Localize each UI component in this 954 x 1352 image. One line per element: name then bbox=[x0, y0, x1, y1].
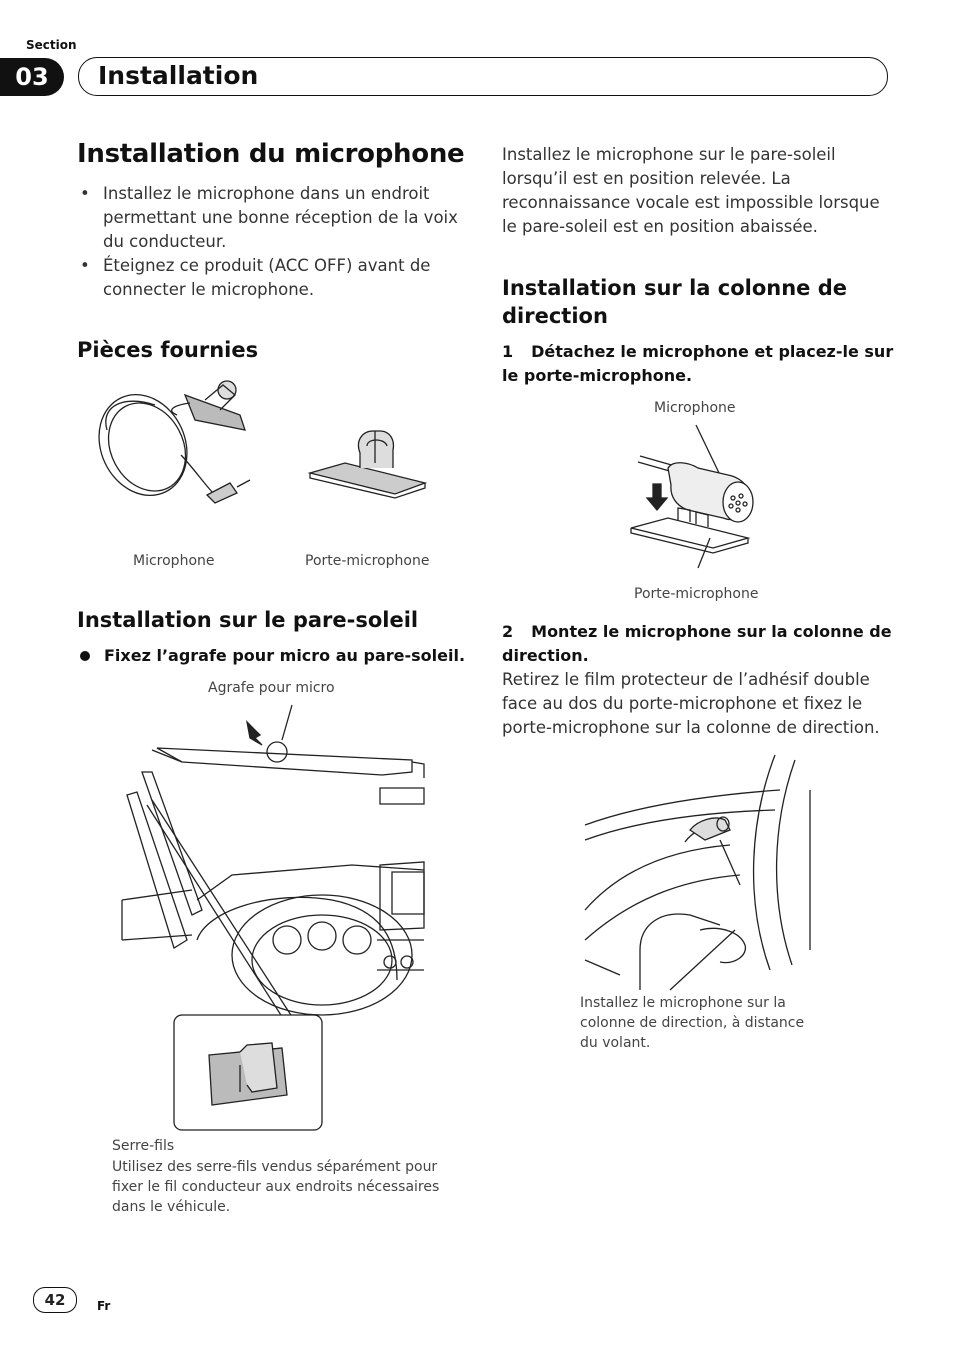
intro-bullet-2: • Éteignez ce produit (ACC OFF) avant de connecter le microphone. bbox=[77, 254, 467, 302]
cable-tie-inset bbox=[174, 1015, 322, 1130]
step-2-number: 2 bbox=[502, 622, 514, 641]
label-porte-microphone: Porte-microphone bbox=[634, 586, 759, 602]
page-title: Installation du microphone bbox=[77, 139, 465, 169]
heading-pare-soleil: Installation sur le pare-soleil bbox=[77, 608, 419, 632]
right-intro-paragraph: Installez le microphone sur le pare-soleil lorsqu’il est en position relevée. La reconnaissance vocale est impossible lorsque le pare-soleil est en position abaissée. bbox=[502, 145, 880, 236]
steering-column-illustration bbox=[580, 750, 812, 990]
intro-bullet-list bbox=[77, 182, 467, 302]
step-2-body: Retirez le film protecteur de l’adhésif double face au dos du porte-microphone et fixez le porte-microphone sur la colonne de direction. bbox=[502, 670, 880, 737]
serre-fils-text: Utilisez des serre-fils vendus séparément pour fixer le fil conducteur aux endroits nécessaires dans le véhicule. bbox=[112, 1159, 440, 1215]
heading-pieces-fournies: Pièces fournies bbox=[77, 338, 259, 362]
serre-fils-title: Serre-fils bbox=[112, 1138, 175, 1154]
caption-microphone: Microphone bbox=[133, 553, 215, 569]
language-code: Fr bbox=[97, 1299, 111, 1313]
colonne-step-2 bbox=[502, 620, 897, 668]
step-1-text: Détachez le microphone et placez-le sur le porte-microphone. bbox=[502, 342, 894, 385]
heading-colonne-direction: Installation sur la colonne de direction bbox=[502, 276, 847, 328]
caption-porte-microphone: Porte-microphone bbox=[305, 553, 430, 569]
section-title: Installation bbox=[98, 61, 259, 90]
sun-visor-installation-illustration bbox=[112, 700, 430, 1134]
pare-soleil-step bbox=[77, 644, 477, 668]
step-2-text: Montez le microphone sur la colonne de direction. bbox=[502, 622, 892, 665]
step-1-number: 1 bbox=[502, 342, 514, 361]
label-microphone: Microphone bbox=[654, 400, 736, 416]
steering-column-caption: Installez le microphone sur la colonne de direction, à distance du volant. bbox=[580, 995, 805, 1051]
section-number-badge: 03 bbox=[0, 58, 64, 96]
microphone-holder-illustration bbox=[305, 428, 430, 498]
bullet-dot bbox=[80, 651, 90, 661]
intro-bullet-1: • Installez le microphone dans un endroit permettant une bonne réception de la voix du conducteur. bbox=[77, 182, 467, 254]
label-agrafe-pour-micro: Agrafe pour micro bbox=[208, 680, 335, 696]
microphone-on-holder-illustration bbox=[628, 420, 758, 550]
colonne-step-1 bbox=[502, 340, 897, 388]
page-number: 42 bbox=[33, 1287, 77, 1313]
section-label: Section bbox=[26, 38, 77, 52]
microphone-cable-illustration bbox=[95, 375, 265, 515]
pare-soleil-step-text: Fixez l’agrafe pour micro au pare-soleil. bbox=[104, 646, 466, 665]
